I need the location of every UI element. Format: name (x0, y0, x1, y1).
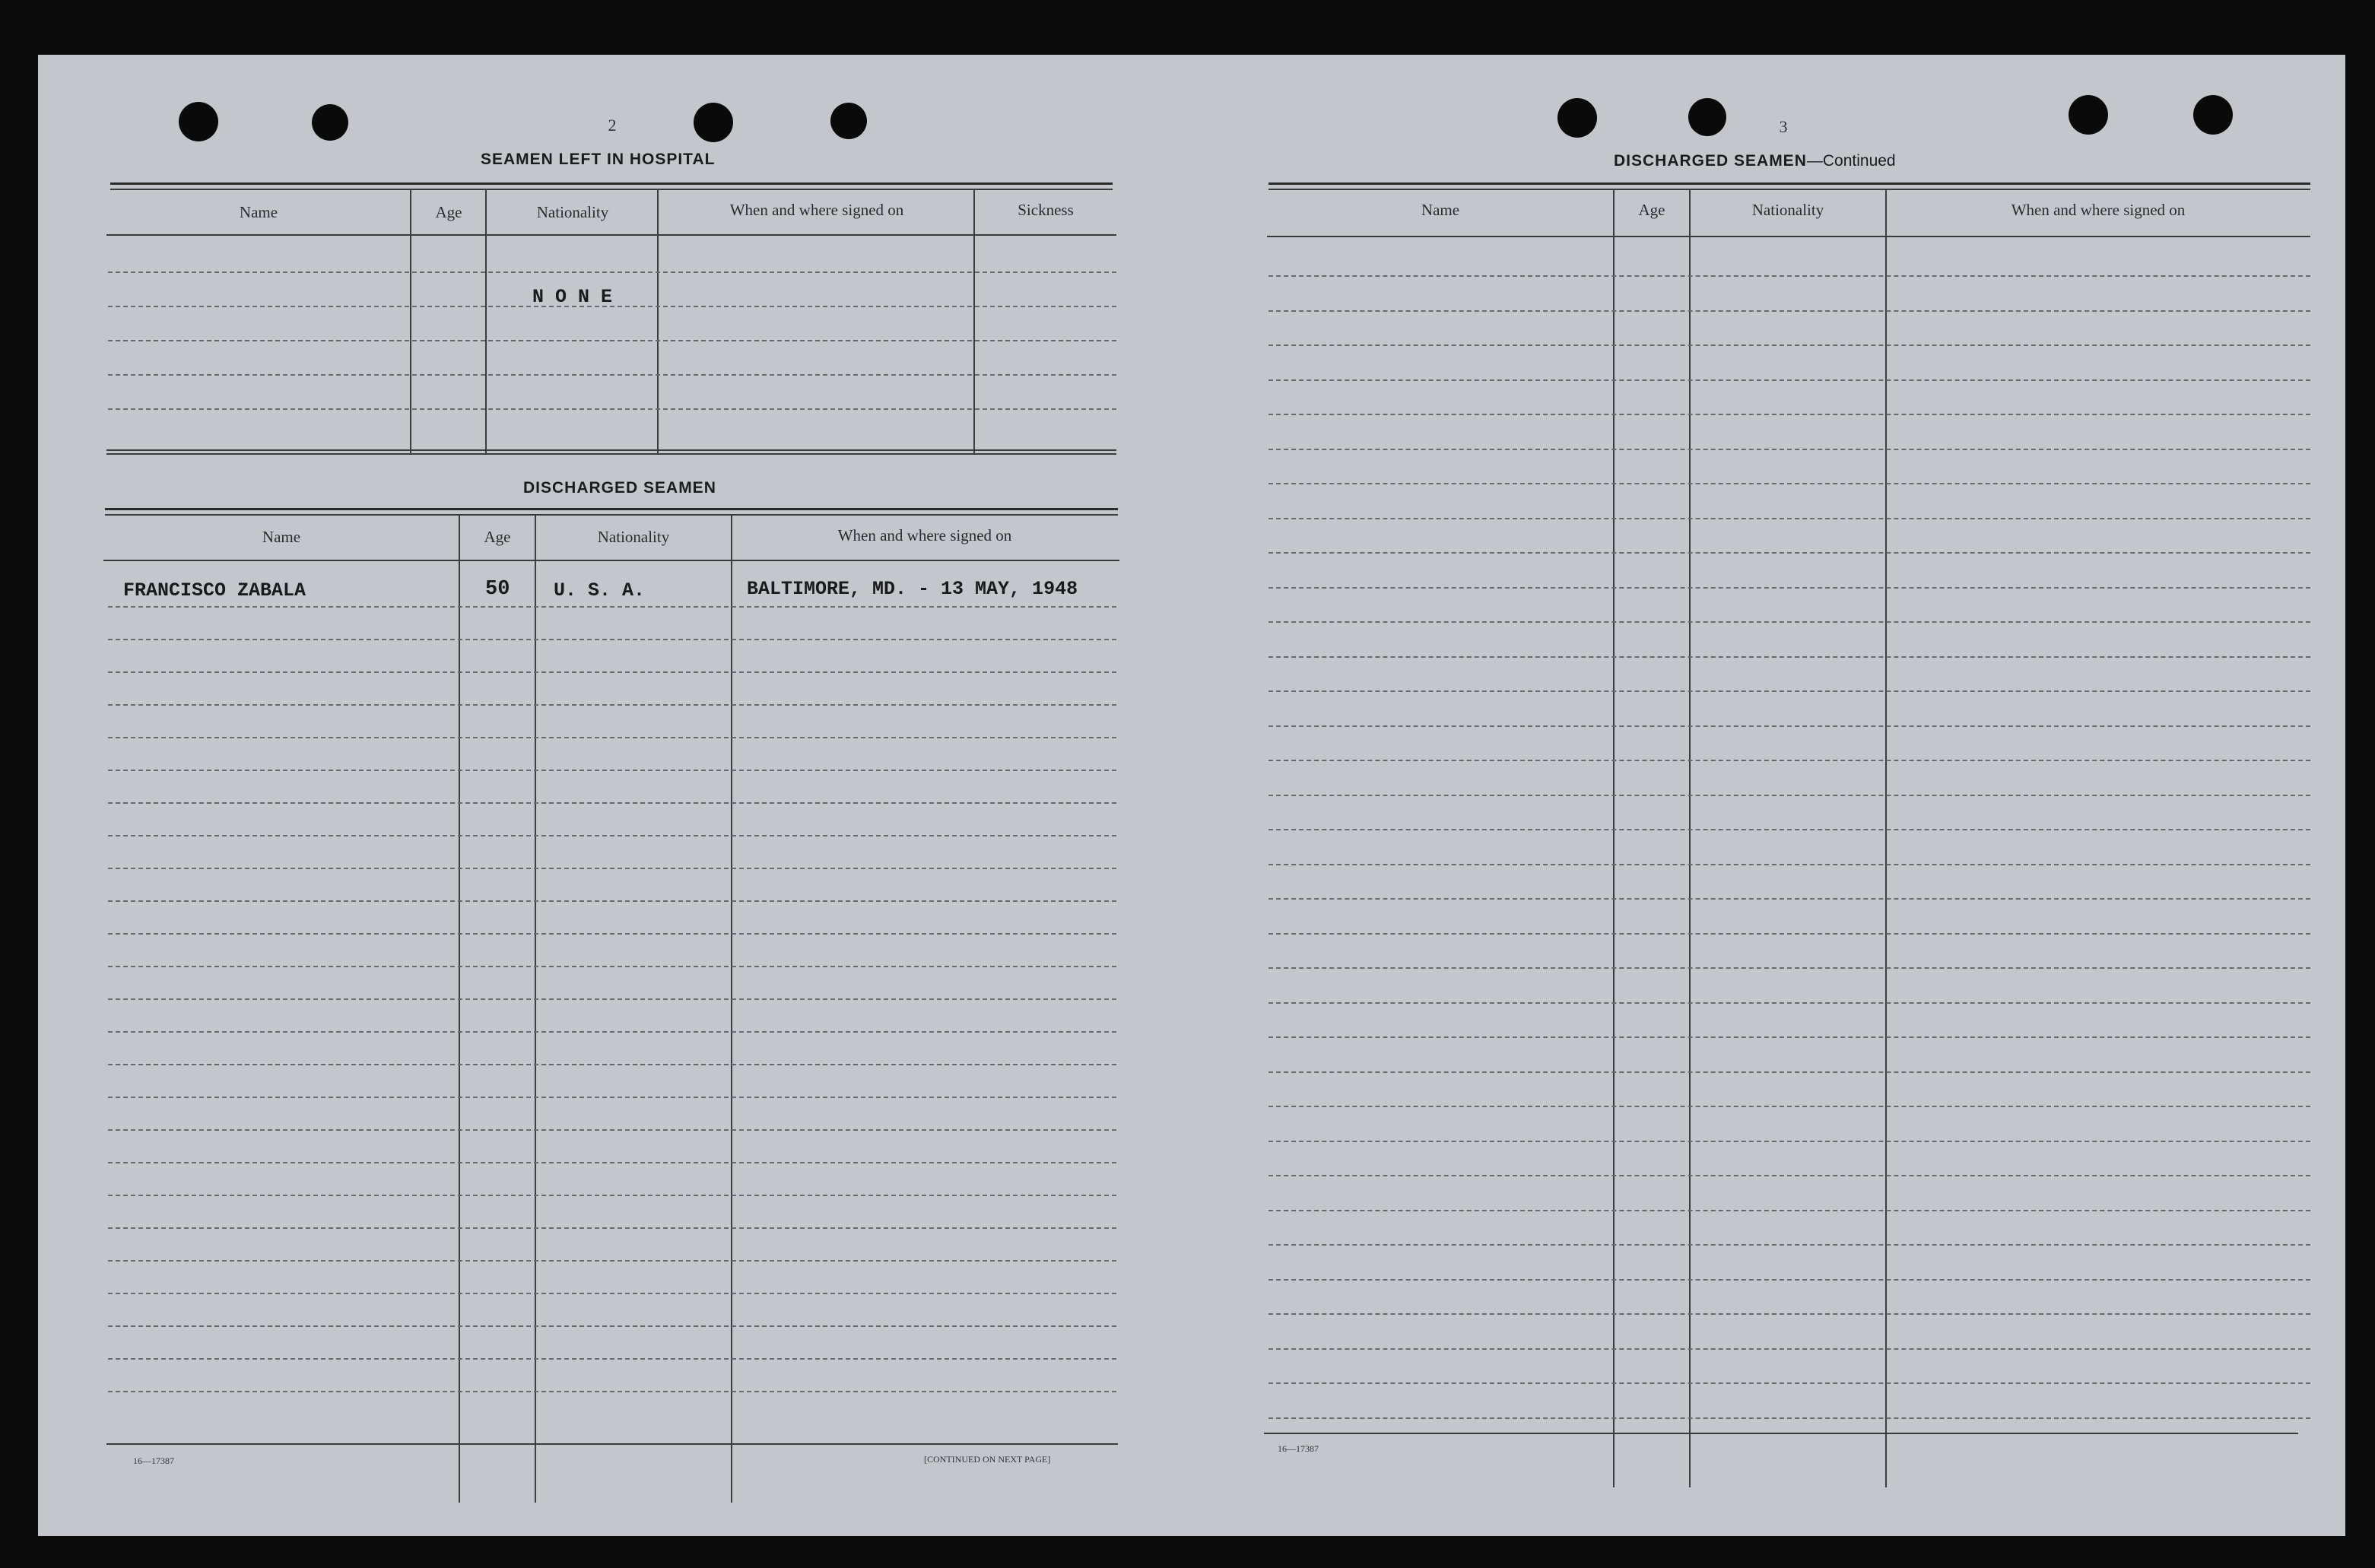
ruled-line (108, 1325, 1116, 1327)
discharged-section-title: DISCHARGED SEAMEN (523, 479, 716, 497)
ruled-line (108, 933, 1116, 935)
ruled-line (1268, 1071, 2310, 1073)
ruled-line (1268, 795, 2310, 796)
ruled-line (108, 737, 1116, 738)
column-divider (535, 514, 536, 1503)
ruled-line (108, 1227, 1116, 1229)
ruled-line (1268, 967, 2310, 969)
seaman-name: FRANCISCO ZABALA (123, 579, 306, 601)
page-number-right: 3 (1779, 117, 1788, 136)
ruled-line (1268, 414, 2310, 415)
ruled-line (1268, 1382, 2310, 1384)
ruled-line (108, 998, 1116, 1000)
column-header-nationality: Nationality (597, 528, 670, 546)
punch-hole (2193, 95, 2233, 135)
ruled-line (1268, 1279, 2310, 1281)
ruled-line (1268, 275, 2310, 277)
column-header-name: Name (239, 203, 278, 221)
ruled-line (1268, 1313, 2310, 1315)
punch-hole (312, 104, 348, 141)
ruled-line (108, 1391, 1116, 1392)
column-header-age: Age (1638, 201, 1665, 219)
table-rule (1267, 236, 2310, 237)
hospital-none-entry: N O N E (532, 286, 613, 308)
column-header-age: Age (484, 528, 511, 546)
discharged-continued-title (1614, 152, 1896, 170)
ruled-line (108, 802, 1116, 804)
column-divider (1885, 189, 1887, 1487)
ruled-line (108, 770, 1116, 771)
punch-hole (830, 103, 867, 139)
title-suffix: —Continued (1806, 152, 1896, 170)
column-divider (485, 189, 487, 453)
ruled-line (1268, 621, 2310, 623)
table-rule (1268, 189, 2310, 190)
ruled-line (108, 835, 1116, 836)
table-rule (105, 508, 1118, 510)
column-header-sickness: Sickness (1018, 201, 1074, 219)
ruled-line (108, 1031, 1116, 1033)
column-divider (731, 514, 732, 1503)
column-divider (459, 514, 460, 1503)
ruled-line (108, 704, 1116, 706)
seaman-nationality: U. S. A. (554, 579, 646, 601)
ruled-line (108, 900, 1116, 902)
ruled-line (108, 868, 1116, 869)
ruled-line (108, 1195, 1116, 1196)
ruled-line (1268, 483, 2310, 484)
column-header-name: Name (1421, 201, 1460, 219)
ruled-line (1268, 1141, 2310, 1142)
ruled-line (1268, 1244, 2310, 1246)
ruled-line (1268, 1348, 2310, 1350)
column-divider (973, 189, 975, 453)
hospital-section-title: SEAMEN LEFT IN HOSPITAL (481, 151, 716, 168)
ruled-line (1268, 344, 2310, 346)
table-rule (106, 234, 1116, 236)
title-main: DISCHARGED SEAMEN (1614, 152, 1807, 170)
punch-hole (1688, 98, 1726, 136)
punch-hole (694, 103, 733, 142)
ruled-line (1268, 656, 2310, 658)
ruled-line (108, 340, 1116, 341)
table-rule (106, 1443, 1118, 1445)
table-rule (1268, 183, 2310, 185)
ruled-line (1268, 864, 2310, 865)
ruled-line (108, 1358, 1116, 1360)
ruled-line (108, 671, 1116, 673)
column-header-nationality: Nationality (536, 203, 609, 221)
ruled-line (1268, 552, 2310, 554)
column-header-name: Name (262, 528, 301, 546)
ruled-line (108, 639, 1116, 640)
ruled-line (108, 1097, 1116, 1098)
ruled-line (1268, 1002, 2310, 1004)
ruled-line (1268, 933, 2310, 935)
column-header-age: Age (435, 203, 462, 221)
ruled-line (1268, 725, 2310, 727)
ruled-line (1268, 1417, 2310, 1419)
ruled-line (1268, 898, 2310, 900)
column-header-signed-on: When and where signed on (837, 526, 1012, 544)
column-divider (657, 189, 659, 453)
ruled-line (1268, 310, 2310, 312)
ruled-line (108, 1064, 1116, 1065)
ruled-line (108, 1293, 1116, 1294)
column-header-signed-on: When and where signed on (729, 201, 904, 219)
punch-hole (179, 102, 218, 141)
table-rule (106, 453, 1116, 455)
ruled-line (108, 1162, 1116, 1163)
ruled-line (108, 374, 1116, 376)
ruled-line (108, 408, 1116, 410)
table-rule (105, 514, 1118, 516)
seaman-age: 50 (485, 578, 510, 601)
form-number-left: 16—17387 (133, 1455, 174, 1466)
ruled-line (1268, 449, 2310, 450)
continued-note: [CONTINUED ON NEXT PAGE] (924, 1454, 1051, 1465)
ruled-line (1268, 1175, 2310, 1176)
ruled-line (1268, 1210, 2310, 1211)
ruled-line (108, 1129, 1116, 1131)
ruled-line (108, 606, 1116, 608)
seaman-signed-on: BALTIMORE, MD. - 13 MAY, 1948 (747, 578, 1078, 600)
column-header-nationality: Nationality (1751, 201, 1824, 219)
ruled-line (1268, 587, 2310, 589)
punch-hole (2069, 95, 2108, 135)
column-divider (1689, 189, 1691, 1487)
ruled-line (1268, 1036, 2310, 1038)
form-number-right: 16—17387 (1278, 1443, 1319, 1454)
ruled-line (108, 1260, 1116, 1262)
column-divider (410, 189, 411, 453)
table-rule (106, 449, 1116, 451)
ruled-line (1268, 379, 2310, 381)
table-rule (103, 560, 1119, 561)
table-rule (1264, 1433, 2298, 1434)
ruled-line (1268, 1106, 2310, 1107)
punch-hole (1557, 98, 1597, 138)
ruled-line (1268, 760, 2310, 761)
ruled-line (108, 966, 1116, 967)
column-header-signed-on: When and where signed on (2011, 201, 2186, 219)
table-rule (110, 189, 1113, 190)
document-sheet (38, 55, 2345, 1536)
table-rule (110, 183, 1113, 185)
ruled-line (108, 271, 1116, 273)
page-number-left: 2 (608, 116, 617, 135)
ruled-line (1268, 829, 2310, 830)
ruled-line (1268, 690, 2310, 692)
ruled-line (1268, 518, 2310, 519)
column-divider (1613, 189, 1615, 1487)
